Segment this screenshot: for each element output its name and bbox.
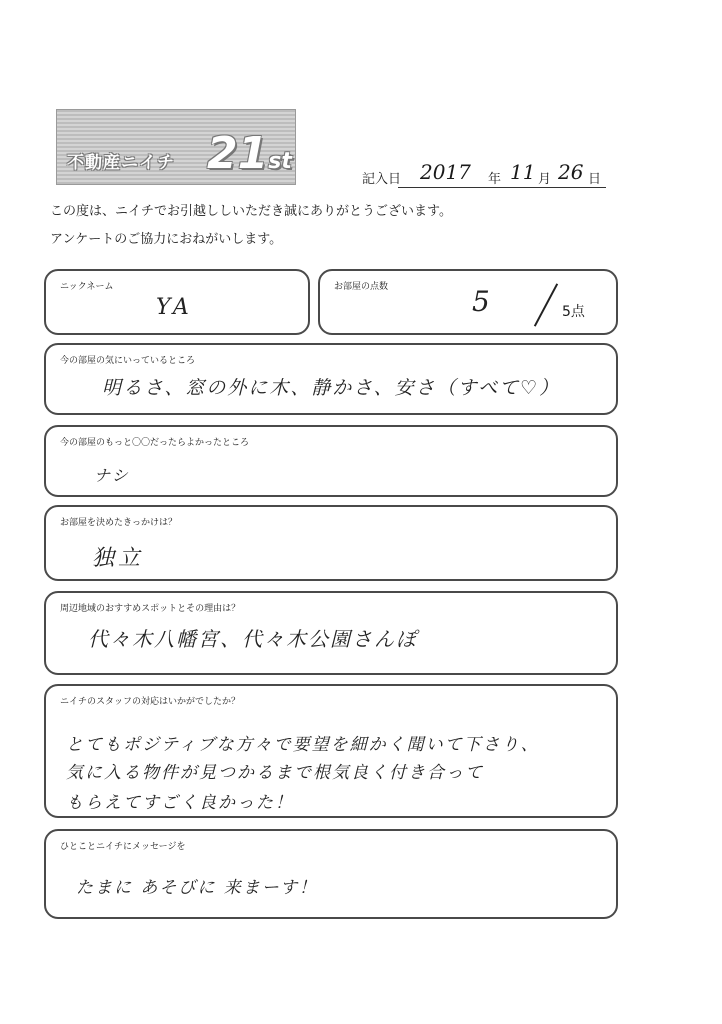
logo-number: 21st (207, 128, 292, 179)
question-5-box (44, 684, 618, 818)
date-month-unit: 月 (538, 172, 552, 187)
date-month: 11 (510, 160, 536, 184)
question-1-answer: 明るさ、窓の外に木、静かさ、安さ（すべて♡） (102, 377, 561, 399)
question-2-label: 今の部屋のもっと〇〇だったらよかったところ (60, 438, 250, 448)
question-3-label: お部屋を決めたきっかけは？ (60, 518, 178, 528)
question-5-answer-line-1: とてもポジティブな方々で要望を細かく聞いて下さり、 (66, 735, 540, 755)
score-total: 5点 (562, 304, 585, 320)
logo-text: 不動産ニイチ (67, 153, 175, 173)
question-5-label: ニイチのスタッフの対応はいかがでしたか？ (60, 697, 241, 707)
question-4-label: 周辺地域のおすすめスポットとその理由は？ (60, 604, 241, 614)
date-year-unit: 年 (488, 172, 502, 187)
nickname-value: YA (156, 295, 193, 320)
score-value: 5 (472, 285, 490, 318)
score-label: お部屋の点数 (334, 282, 389, 292)
company-logo (56, 109, 296, 185)
question-4-box (44, 591, 618, 675)
date-day: 26 (558, 160, 584, 184)
question-6-label: ひとことニイチにメッセージを (60, 842, 186, 852)
score-box (318, 269, 618, 335)
nickname-box (44, 269, 310, 335)
question-6-answer: たまに あそびに 来まーす！ (76, 878, 318, 898)
question-6-box (44, 829, 618, 919)
entry-date (362, 160, 612, 190)
question-1-box (44, 343, 618, 415)
question-1-label: 今の部屋の気にいっているところ (60, 356, 196, 366)
intro-line-1: この度は、ニイチでお引越ししいただき誠にありがとうございます。 (50, 204, 452, 219)
date-label: 記入日 (362, 172, 402, 187)
question-3-answer: 独立 (92, 546, 145, 571)
intro-line-2: アンケートのご協力におねがいします。 (50, 232, 283, 247)
question-3-box (44, 505, 618, 581)
logo-suffix: st (268, 149, 292, 174)
nickname-label: ニックネーム (60, 282, 114, 292)
date-year: 2017 (420, 160, 471, 184)
question-2-answer: ナシ (94, 466, 130, 485)
question-2-box (44, 425, 618, 497)
question-5-answer-line-3: もらえてすごく良かった！ (66, 793, 294, 813)
date-underline (398, 187, 606, 188)
date-day-unit: 日 (588, 172, 602, 187)
question-5-answer-line-2: 気に入る物件が見つかるまで根気良く付き合って (66, 763, 484, 783)
question-4-answer: 代々木八幡宮、代々木公園さんぽ (88, 627, 418, 651)
score-slash (534, 283, 558, 326)
